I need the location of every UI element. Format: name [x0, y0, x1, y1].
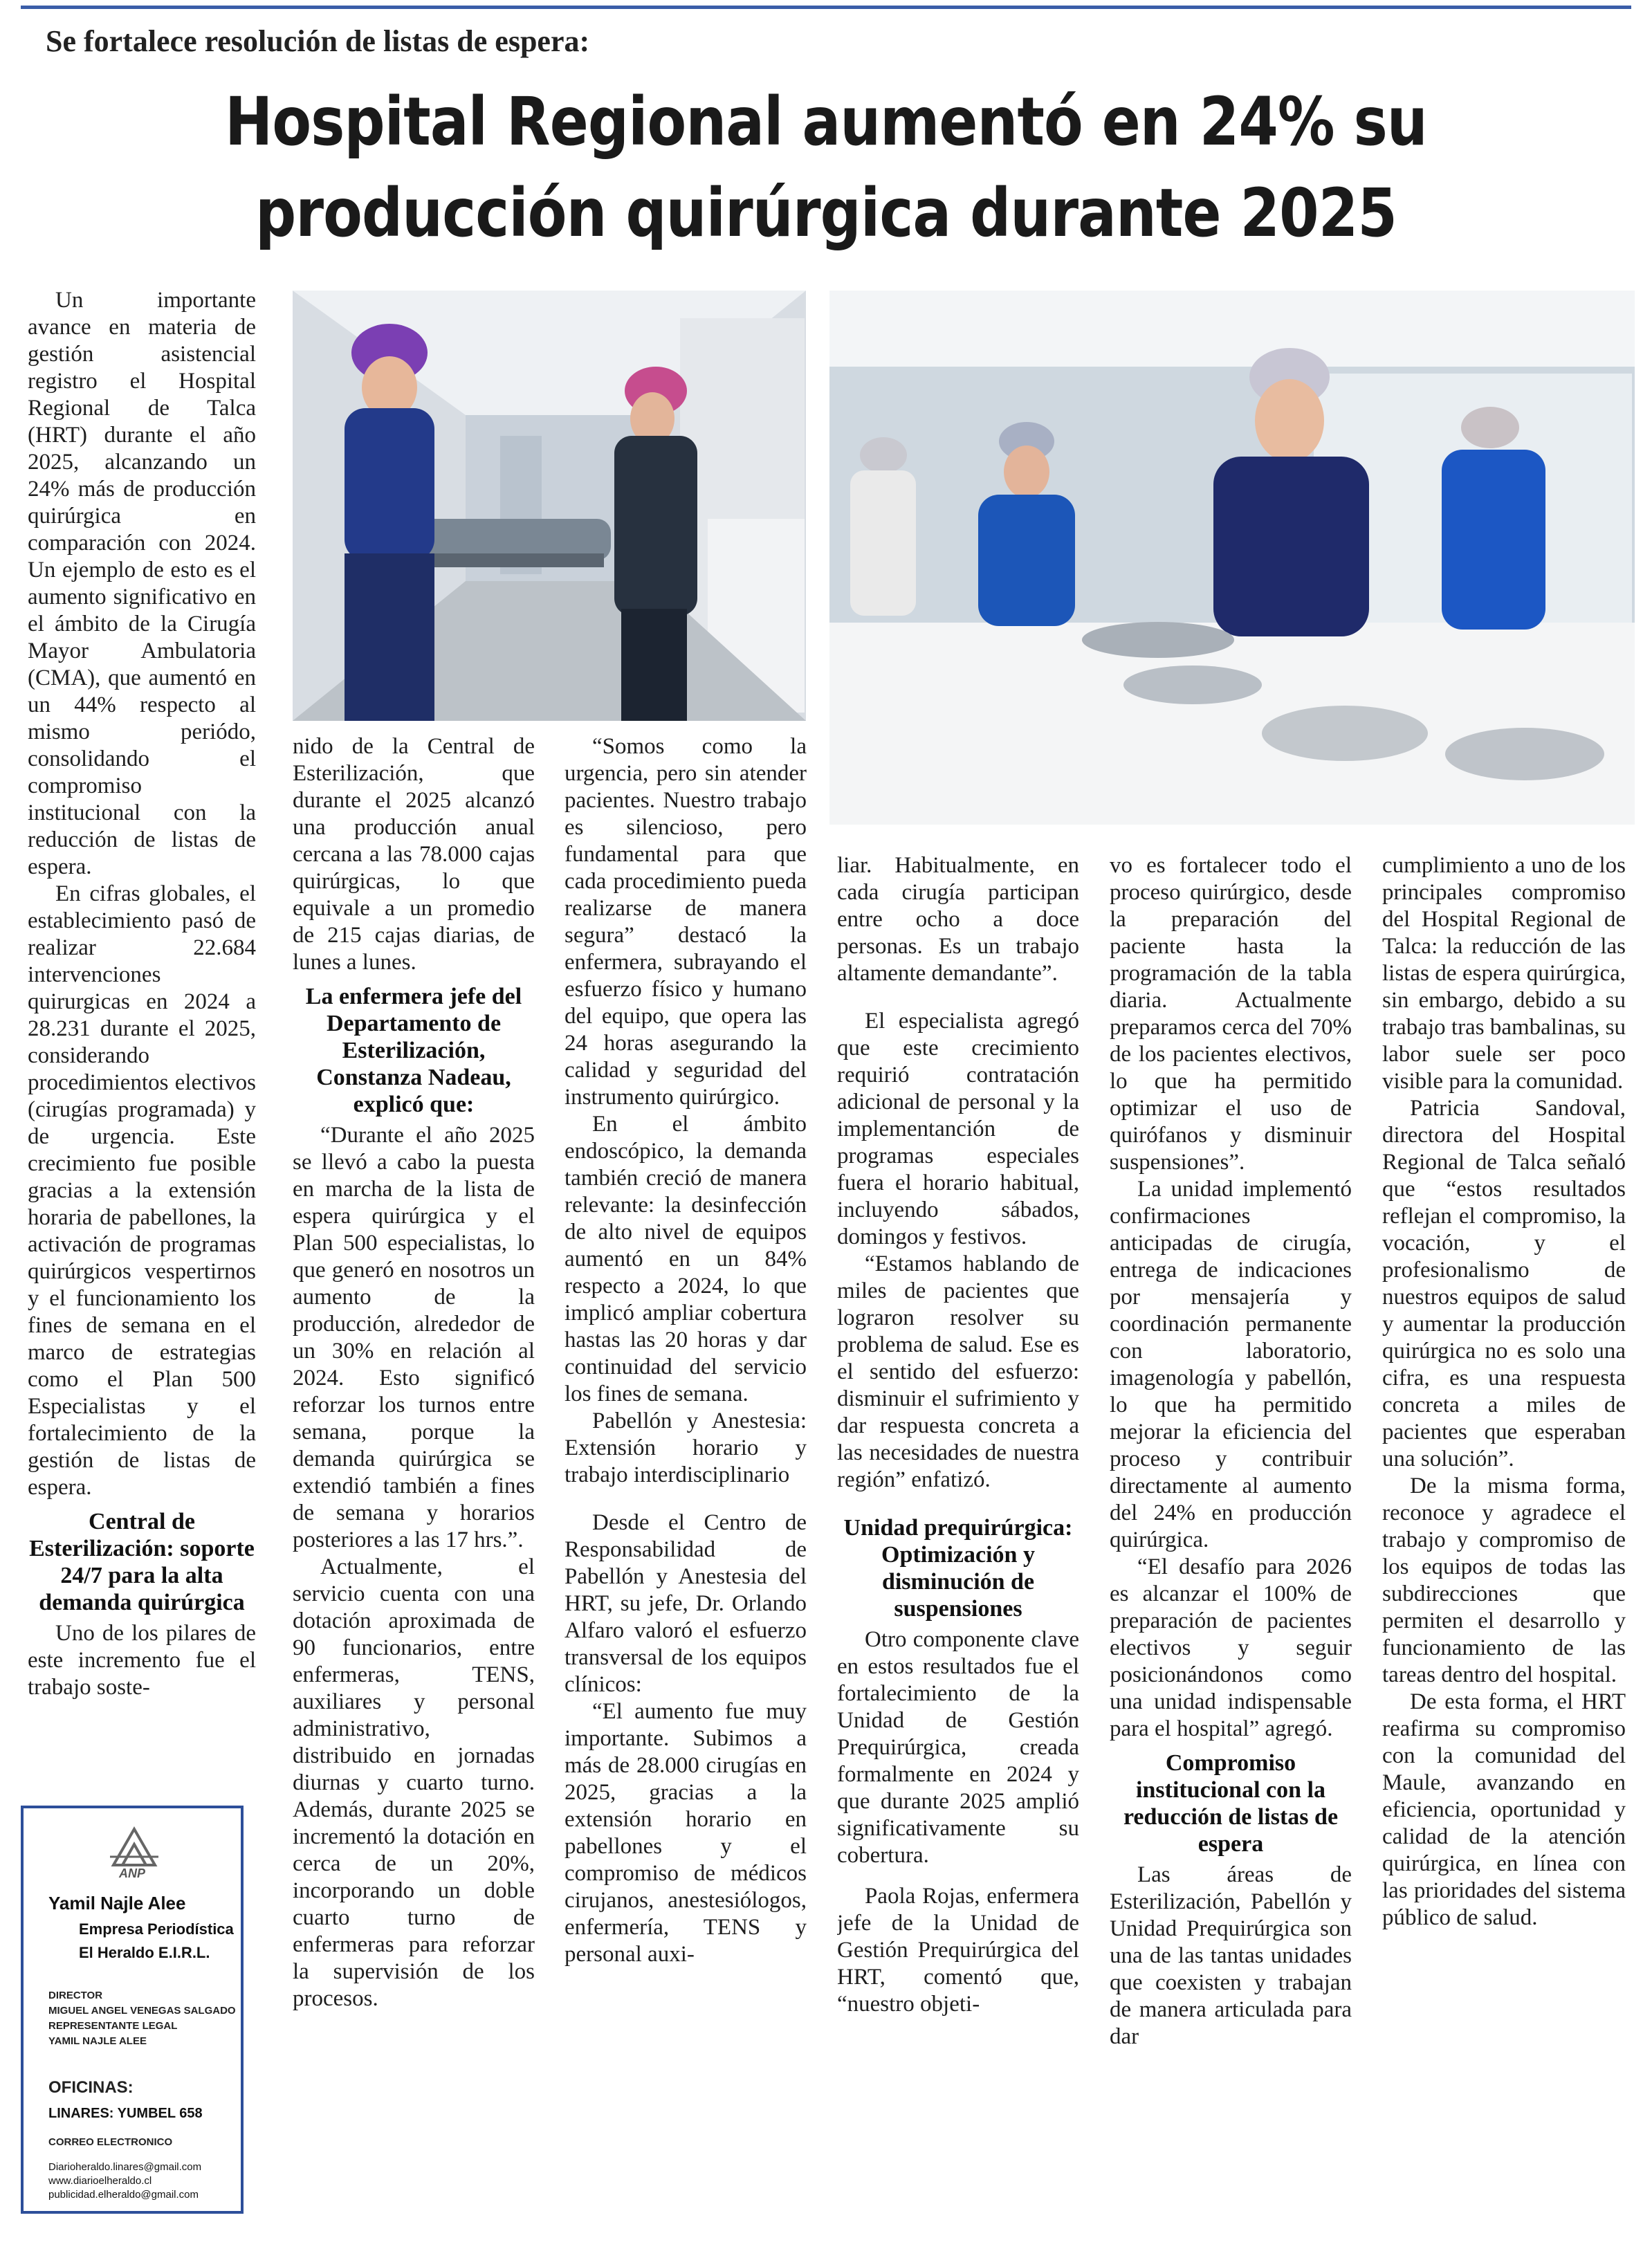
paragraph: “El aumento fue muy importante. Subimos a más de 28.000 cirugías en 2025, gracias a la extensión horario en pabellones y el compromiso de médicos cirujanos, anestesiólogos, enfermería, TENS y personal auxi-	[565, 1699, 807, 1967]
paragraph: liar. Habitualmente, en cada cirugía participan entre ocho a doce personas. Es un trabajo altamente demandante”.	[837, 853, 1079, 986]
column-3	[565, 733, 807, 2234]
paragraph: Un importante avance en materia de gestión asistencial registro el Hospital Regional de Talca (HRT) durante el año 2025, alcanzando un 24% más de producción quirúrgica en comparación con 2024. Un ejemplo de esto es el aumento significativo en el ámbito de la Cirugía Mayor Ambulatoria (CMA), que aumentó en un 44% respecto al mismo periódo, consolidando el compromiso institucional con la reducción de listas de espera.	[28, 288, 256, 879]
email-2[interactable]: publicidad.elheraldo@gmail.com	[48, 2189, 199, 2201]
headline-line-2: producción quirúrgica durante 2025	[255, 174, 1397, 252]
paragraph: Paola Rojas, enfermera jefe de la Unidad de Gestión Prequirúrgica del HRT, comentó que, “nuestro objeti-	[837, 1884, 1079, 2017]
website-link[interactable]: www.diarioelheraldo.cl	[48, 2175, 152, 2187]
owner-name: Yamil Najle Alee	[48, 1893, 186, 1913]
email-1[interactable]: Diarioheraldo.linares@gmail.com	[48, 2161, 202, 2173]
column-5	[1110, 852, 1352, 2236]
paragraph: “Durante el año 2025 se llevó a cabo la puesta en marcha de la lista de espera quirúrgica y el Plan 500 especialistas, lo que generó en nosotros un aumento de la producción, alrededor de un 30% en relación al 2024. Esto significó reforzar los turnos entre semana, porque la demanda quirúrgica se extendió también a fines de semana y horarios posteriores a las 17 hrs.”.	[293, 1123, 535, 1552]
subheading: Central de Esterilización: soporte 24/7 para la alta demanda quirúrgica	[29, 1509, 255, 1615]
paragraph: nido de la Central de Esterilización, que durante el 2025 alcanzó una producción anual cercana a las 78.000 cajas quirúrgicas, lo que equivale a un promedio de 215 cajas diarias, de lunes a lunes.	[293, 734, 535, 975]
paragraph: Patricia Sandoval, directora del Hospital Regional de Talca señaló que “estos resultados reflejan el compromiso, la vocación, y el profesionalismo de nuestros equipos de salud y aumentar la producción quirúrgica no es solo una cifra, es una respuesta concreta a miles de pacientes que esperaban una solución”.	[1382, 1096, 1626, 1471]
anp-logo-icon	[103, 1824, 165, 1872]
subheading: Compromiso institucional con la reducción de listas de espera	[1123, 1750, 1339, 1857]
paragraph: Las áreas de Esterilización, Pabellón y Unidad Prequirúrgica son una de las tantas unidades que coexisten y trabajan de manera articulada para dar	[1110, 1862, 1352, 2049]
column-1	[28, 287, 256, 1785]
paragraph: Actualmente, el servicio cuenta con una dotación aproximada de 90 funcionarios, entre enfermeras, TENS, auxiliares y personal administrativo, distribuido en jornadas diurnas y cuarto turno. Además, durante 2025 se incrementó la dotación en cerca de un 20%, incorporando un doble cuarto turno de enfermeras para reforzar la supervisión de los procesos.	[293, 1554, 535, 2011]
column-4	[837, 852, 1079, 2236]
director-name: MIGUEL ANGEL VENEGAS SALGADO	[48, 2005, 236, 2017]
paragraph: Pabellón y Anestesia: Extensión horario y trabajo interdisciplinario	[565, 1408, 807, 1487]
paragraph: Desde el Centro de Responsabilidad de Pabellón y Anestesia del HRT, su jefe, Dr. Orlando Alfaro valoró el esfuerzo transversal de los equipos clínicos:	[565, 1510, 807, 1697]
headline-line-1: Hospital Regional aumentó en 24% su	[225, 83, 1427, 160]
kicker: Se fortalece resolución de listas de espera:	[46, 24, 590, 58]
paragraph: De esta forma, el HRT reafirma su compromiso con la comunidad del Maule, avanzando en eficiencia, oportunidad y calidad de la atención quirúrgica, en línea con las prioridades del sistema público de salud.	[1382, 1689, 1626, 1930]
director-label: DIRECTOR	[48, 1990, 103, 2001]
legal-name: YAMIL NAJLE ALEE	[48, 2035, 147, 2047]
company-line-1: Empresa Periodística	[79, 1920, 234, 1938]
email-label: CORREO ELECTRONICO	[48, 2136, 173, 2148]
paragraph: “Estamos hablando de miles de pacientes que lograron resolver su problema de salud. Ese es el sentido del esfuerzo: disminuir el sufrimiento y dar respuesta concreta a las necesidades de nuestra región” enfatizó.	[837, 1251, 1079, 1492]
masthead-box	[21, 1806, 244, 2214]
paragraph: vo es fortalecer todo el proceso quirúrgico, desde la preparación del paciente hasta la programación de la tabla diaria. Actualmente preparamos cerca del 70% de los pacientes electivos, lo que ha permitido optimizar el uso de quirófanos y disminuir suspensiones”.	[1110, 853, 1352, 1175]
photo-sterilization	[829, 291, 1635, 825]
top-rule	[0, 0, 1652, 10]
office-address: LINARES: YUMBEL 658	[48, 2106, 203, 2121]
paragraph: La unidad implementó confirmaciones anticipadas de cirugía, entrega de indicaciones por mensajería y coordinación permanente con laboratorio, imagenología y pabellón, lo que ha permitido mejorar la eficiencia del proceso y contribuir directamente al aumento del 24% en producción quirúrgica.	[1110, 1177, 1352, 1552]
offices-label: OFICINAS:	[48, 2078, 134, 2097]
logo-label: ANP	[118, 1866, 145, 1880]
paragraph: Uno de los pilares de este incremento fue el trabajo soste-	[28, 1621, 256, 1700]
paragraph: El especialista agregó que este crecimiento requirió contratación adicional de personal y la implementanción de programas especiales fuera el horario habitual, incluyendo sábados, domingos y festivos.	[837, 1009, 1079, 1249]
paragraph: De la misma forma, reconoce y agradece el trabajo y compromiso de los equipos de todas las subdirecciones que permiten el desarrollo y funcionamiento de las tareas dentro del hospital.	[1382, 1474, 1626, 1687]
photo-corridor	[293, 291, 806, 721]
paragraph: “El desafío para 2026 es alcanzar el 100% de preparación de pacientes electivos y seguir posicionándonos como una unidad indispensable para el hospital” agregó.	[1110, 1554, 1352, 1741]
headline	[116, 76, 1536, 259]
legal-label: REPRESENTANTE LEGAL	[48, 2020, 178, 2032]
paragraph: En cifras globales, el establecimiento pasó de realizar 22.684 intervenciones quirurgicas en 2024 a 28.231 durante el 2025, considerando procedimientos electivos (cirugías programada) y de urgencia. Este crecimiento fue posible gracias a la extensión horaria de pabellones, la activación de programas quirúrgicos vespertirnos y el funcionamiento los fines de semana en el marco de estrategias como el Plan 500 Especialistas y el fortalecimiento de la gestión de listas de espera.	[28, 881, 256, 1500]
subheading: La enfermera jefe del Departamento de Esterilización, Constanza Nadeau, explicó que:	[305, 984, 522, 1117]
subheading: Unidad prequirúrgica: Optimización y disminución de suspensiones	[843, 1515, 1073, 1622]
company-name	[79, 1918, 234, 1965]
column-2	[293, 733, 535, 2234]
column-6	[1382, 852, 1626, 2236]
paragraph: En el ámbito endoscópico, la demanda también creció de manera relevante: la desinfección de alto nivel de equipos aumentó en un 84% respecto a 2024, lo que implicó ampliar cobertura hastas las 20 horas y dar continuidad del servicio los fines de semana.	[565, 1112, 807, 1406]
company-line-2: El Heraldo E.I.R.L.	[79, 1944, 210, 1961]
paragraph: cumplimiento a uno de los principales compromiso del Hospital Regional de Talca: la reducción de las listas de espera quirúrgica, sin embargo, debido a su trabajo tras bambalinas, su labor suele ser poco visible para la comunidad.	[1382, 853, 1626, 1094]
paragraph: Otro componente clave en estos resultados fue el fortalecimiento de la Unidad de Gestión Prequirúrgica, creada formalmente en 2024 y que durante 2025 amplió significativamente su cobertura.	[837, 1627, 1079, 1868]
paragraph: “Somos como la urgencia, pero sin atender pacientes. Nuestro trabajo es silencioso, pero fundamental para que cada procedimiento pueda realizarse de manera segura” destacó la enfermera, subrayando el esfuerzo físico y humano del equipo, que opera las 24 horas asegurando la calidad y seguridad del instrumento quirúrgico.	[565, 734, 807, 1110]
